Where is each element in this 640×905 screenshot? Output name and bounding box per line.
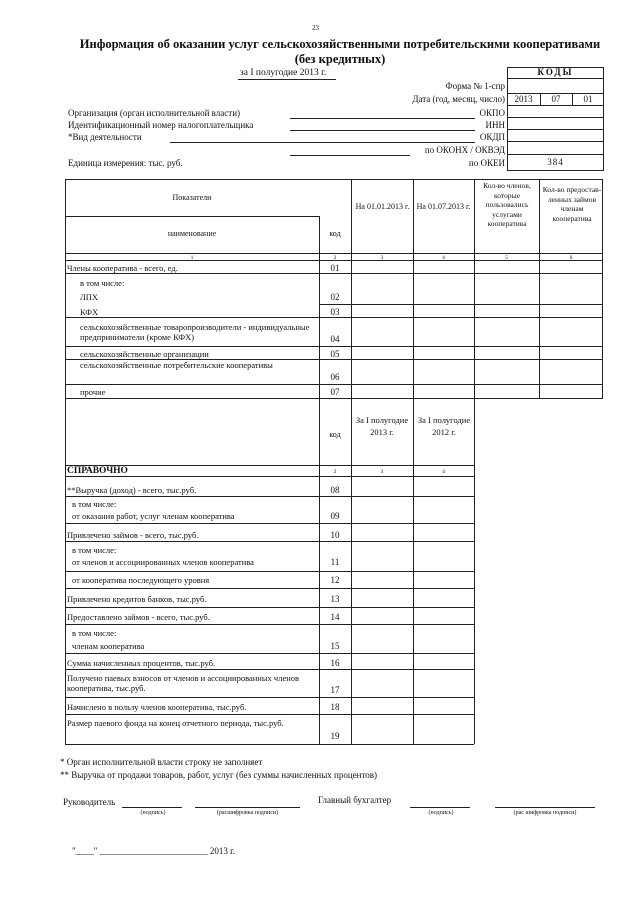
head-signature-line [122,807,182,808]
date-label: Дата (год, месяц, число) [412,94,505,104]
table-row-code: 09 [330,511,340,521]
form-title: Информация об оказании услуг сельскохозяйственными потребительскими кооперативами [79,37,601,51]
col-num: 3 [380,469,384,475]
t2-hline [65,496,474,497]
table-row-label: в том числе: [72,545,117,555]
col-indicators: Показатели [172,193,212,202]
col-num: 4 [442,255,445,261]
table-row-label: Привлечено кредитов банков, тыс.руб. [67,594,207,604]
inn-field-label: Идентификационный номер налогоплательщика [68,120,254,130]
t2-hline [65,744,474,745]
t2-hline [65,588,474,589]
table-row-code: 07 [330,387,340,397]
table-row-label: Сумма начисленных процентов, тыс.руб. [67,658,216,668]
okei-label: по ОКЕИ [468,158,505,168]
table-row-label: **Выручка (доход) - всего, тыс.руб. [67,485,197,495]
t1-hline [65,216,319,217]
t1-vline [351,179,352,399]
t1-hline [65,273,603,274]
table-row-code: 17 [330,685,340,695]
org-line [290,118,475,119]
table-row-code: 01 [330,263,340,273]
inn-line [290,130,475,131]
table-row-code: 08 [330,485,340,495]
codes-header: КОДЫ [537,67,574,77]
col-num: 2 [333,469,337,475]
table-row-label: Члены кооператива - всего, ед. [67,263,178,273]
footnote-2: ** Выручка от продажи товаров, работ, услуг (без суммы начисленных процентов) [60,770,378,780]
date-month: 07 [551,94,561,104]
accountant-signature-line [410,807,470,808]
decode-caption: (расшифровка подписи) [216,810,279,816]
okonh-line [290,155,410,156]
table-row-label: Предоставлено займов - всего, тыс.руб. [67,612,210,622]
signature-caption: (подпись) [428,810,454,816]
accountant-decode-line [495,807,595,808]
col-num: 4 [442,469,445,475]
t2-hline [65,669,474,670]
activity-line [170,142,475,143]
table-row-label: от членов и ассоциированных членов кооператива [72,557,254,567]
table-row-label: Размер паевого фонда на конец отчетного периода, тыс.руб. [67,718,284,728]
table-row-label: Начислено в пользу членов кооператива, тыс.руб. [67,702,247,712]
col-date2: На 01.07.2013 г. [416,202,471,211]
table-row-code: 11 [330,557,340,567]
t1-vline [413,179,414,399]
col-period-2013: За I полугодие 2013 г. [355,415,409,437]
table-row-code: 10 [330,530,340,540]
t2-hline [65,523,474,524]
okpo-label: ОКПО [479,108,505,118]
okdp-label: ОКДП [479,132,505,142]
table-row-label: сельскохозяйственные организации [80,349,209,359]
table-row-code: 12 [330,575,340,585]
table-row-label: Привлечено займов - всего, тыс.руб. [67,530,199,540]
codes-divider [507,141,604,142]
col-num: 6 [569,255,573,261]
section-reference: СПРАВОЧНО [67,466,128,476]
head-label: Руководитель [63,797,116,807]
codes-block [507,67,604,171]
col-num: 2 [333,255,337,261]
col-code: код [329,430,341,439]
col-date1: На 01.01.2013 г. [355,202,410,211]
table-row-label: в том числе: [80,278,125,288]
footnote-1: * Орган исполнительной власти строку не заполняет [60,757,263,767]
table-row-code: 05 [330,349,340,359]
t1-vline [539,179,540,399]
table-row-code: 16 [330,658,340,668]
okei-value: 384 [547,157,564,167]
t2-hline [65,624,474,625]
table-row-label: сельскохозяйственные товаропроизводители - индивидуальные предприниматели (кроме КФХ) [80,322,310,342]
unit-label: Единица измерения: тыс. руб. [68,158,183,168]
org-label: Организация (орган исполнительной власти) [68,108,241,118]
col-name: наименование [167,229,217,238]
report-period: за I полугодие 2013 г. [240,68,327,78]
table-row-label: Получено паевых взносов от членов и ассоциированных членов кооператива, тыс.руб. [67,673,300,693]
col-num: 1 [190,255,194,261]
col-period-2012: За I полугодие 2012 г. [417,415,471,437]
table-row-code: 03 [330,307,340,317]
table-row-label: от оказания работ, услуг членам кооператива [72,511,235,521]
okonh-label: по ОКОНХ / ОКВЭД [424,145,505,155]
table-row-code: 06 [330,372,340,382]
codes-divider [507,78,604,79]
codes-divider [507,129,604,130]
t2-hline [65,607,474,608]
date-line: "____" ________________________ 2013 г. [72,846,236,856]
t1-hline [65,317,603,318]
t2-hline [65,714,474,715]
activity-label: *Вид деятельности [68,132,142,142]
date-day: 01 [583,94,593,104]
table-row-label: членам кооператива [72,641,145,651]
head-decode-line [195,807,300,808]
table-row-code: 14 [330,612,340,622]
col-loans: Кол-во предостав-ленных займов членам кооператива [542,185,602,223]
table-row-label: ЛПХ [80,292,99,302]
chief-accountant-label: Главный бухгалтер [318,795,392,805]
table-row-label: прочие [80,387,106,397]
t1-hline [65,346,603,347]
col-num: 5 [505,255,508,261]
form-subtitle: (без кредитных) [294,52,386,66]
codes-divider [507,105,604,106]
t2-hline [65,697,474,698]
table-row-label: в том числе: [72,628,117,638]
t1-hline [319,304,603,305]
period-underline [238,79,336,80]
table-row-code: 18 [330,702,340,712]
t2-vline [474,399,475,744]
table-row-label: сельскохозяйственные потребительские кооперативы [80,360,273,370]
t2-hline [65,571,474,572]
table-row-code: 15 [330,641,340,651]
form-number: Форма № 1-спр [445,81,505,91]
decode-caption: (рас шифровка подписи) [513,810,577,816]
t2-hline [65,541,474,542]
date-year: 2013 [514,94,533,104]
codes-divider [507,154,604,155]
table-row-label: от кооператива последующего уровня [72,575,210,585]
t1-vline [474,179,475,399]
t2-hline [65,653,474,654]
table-row-code: 04 [330,334,340,344]
table-row-label: КФХ [80,307,99,317]
page-number: 23 [312,24,319,32]
signature-caption: (подпись) [140,810,166,816]
col-members: Кол-во членов, которые пользовались услугами кооператива [483,181,531,228]
inn-label: ИНН [485,120,505,130]
table-row-label: в том числе: [72,499,117,509]
col-code: код [329,229,341,238]
col-num: 3 [380,255,384,261]
table-row-code: 19 [330,731,340,741]
codes-divider [507,117,604,118]
table-row-code: 02 [330,292,340,302]
t1-hline [65,384,603,385]
table-row-code: 13 [330,594,340,604]
